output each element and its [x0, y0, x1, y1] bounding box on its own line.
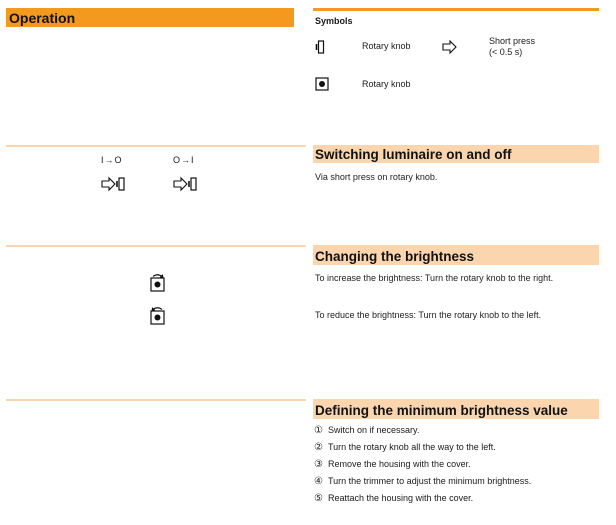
press-knob-icon — [173, 176, 199, 192]
step-text: Switch on if necessary. — [328, 425, 420, 435]
switch-on-label: O→I — [173, 155, 195, 165]
list-item — [314, 473, 531, 490]
minimum-steps-list — [314, 422, 531, 507]
rotary-knob-side-icon — [314, 40, 326, 54]
symbols-heading: Symbols — [315, 16, 353, 26]
minimum-title: Defining the minimum brightness value — [315, 403, 568, 418]
short-press-label: Short press — [489, 36, 536, 46]
step-text: Reattach the housing with the cover. — [328, 493, 474, 503]
step-number: ② — [314, 442, 323, 453]
list-item — [314, 456, 531, 473]
switching-body: Via short press on rotary knob. — [315, 172, 438, 182]
step-number: ① — [314, 425, 323, 436]
rotary-knob-top-icon — [315, 77, 329, 91]
rotate-right-knob-icon — [149, 273, 167, 293]
short-press-duration: (< 0.5 s) — [489, 47, 523, 57]
symbol-label-rotary-knob: Rotary knob — [362, 41, 411, 51]
rotate-left-knob-icon — [149, 306, 167, 326]
step-number: ⑤ — [314, 493, 323, 504]
brightness-divider — [6, 245, 306, 247]
short-press-arrow-icon — [442, 40, 458, 54]
symbol-label-short-press — [489, 36, 535, 58]
step-text: Remove the housing with the cover. — [328, 459, 471, 469]
switching-title: Switching luminaire on and off — [315, 147, 512, 162]
step-number: ③ — [314, 459, 323, 470]
minimum-divider — [6, 399, 306, 401]
list-item — [314, 439, 531, 456]
brightness-title: Changing the brightness — [315, 249, 475, 264]
brightness-reduce-text: To reduce the brightness: Turn the rotary knob to the left. — [315, 310, 542, 320]
step-text: Turn the rotary knob all the way to the left. — [328, 442, 496, 452]
step-text: Turn the trimmer to adjust the minimum brightness. — [328, 476, 532, 486]
list-item — [314, 422, 531, 439]
page-title: Operation — [9, 10, 76, 26]
switching-divider — [6, 145, 306, 147]
top-rule-right — [313, 8, 599, 11]
switch-off-label: I→O — [101, 155, 123, 165]
list-item — [314, 490, 531, 507]
brightness-increase-text: To increase the brightness: Turn the rotary knob to the right. — [315, 273, 554, 283]
step-number: ④ — [314, 476, 323, 487]
press-knob-icon — [101, 176, 127, 192]
symbol-label-rotary-knob-top: Rotary knob — [362, 79, 411, 89]
